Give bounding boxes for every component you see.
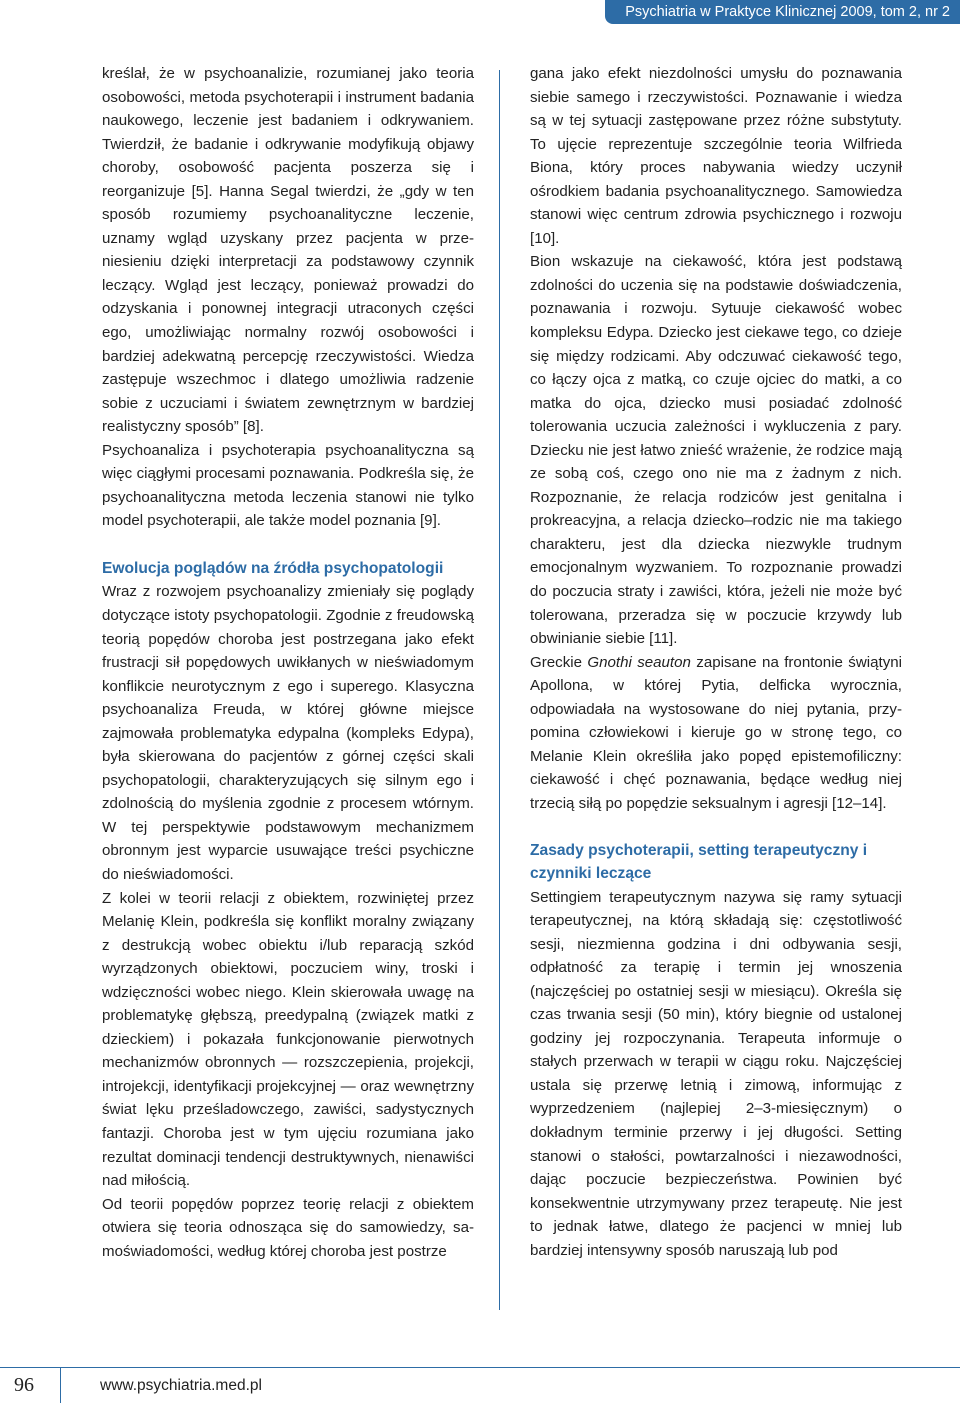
paragraph: Wraz z rozwojem psychoanalizy zmieniały się poglądy dotyczące istoty psychopatologii. Zgodnie z freudowską teorią popędów choroba jest postrzegana jako efekt frustracji sił popędowych uwikłanych w nieświadomym konflikcie neurotycznym z ego i superego. Klasyczna psychoanaliza Freuda, w której główne miejsce zajmowała problematyka edypalna (kompleks Edypa), była skierowana do pacjentów z górnej części skali psychopatologii, charakteryzujących się silnym ego i zdolnością do myślenia zgodnie z procesem wtórnym. W tej perspektywie podstawowym mechanizmem obronnym jest wyparcie usuwające treści psychiczne do nieświadomości.	[102, 583, 474, 883]
column-divider	[499, 70, 500, 1310]
page-number: 96	[14, 1374, 34, 1396]
paragraph: gana jako efekt niezdolności umysłu do poznawania siebie samego i rzeczywistości. Poznawanie i wiedza są w tej sytuacji zastępowane przez różne substytuty. To ujęcie reprezentuje szczególnie teoria Wilfrieda Biona, który proces nabywania wiedzy uczynił ośrodkiem badania psychoanalitycznego. Samowiedza stanowi więc centrum zdrowia psychicznego i rozwoju [10].	[530, 65, 902, 247]
paragraph: Z kolei w teorii relacji z obiektem, rozwiniętej przez Melanię Klein, podkreśla się konflikt moralny związany z destrukcją wobec obiektu i/lub reparacją szkód wyrządzonych obiektowi, poczuciem winy, troski i wdzięczności wobec niego. Klein skierowała uwagę na problematykę głębszą, preedypalną (związek matki z dzieckiem) i pokazała funkcjonowanie pierwotnych mechanizmów obronnych — rozszczepienia, projekcji, introjekcji, identyfikacji projekcyjnej — oraz wewnętrzny świat lęku prześladowczego, zawiści, sadystycznych fantazji. Choroba jest w tym ujęciu rozumiana jako rezultat dominacji tendencji destruktywnych, nienawiści nad miłością.	[102, 889, 474, 1190]
section-heading: Zasady psychoterapii, setting terapeutyczny i czynniki leczące	[530, 841, 868, 882]
footer-separator	[60, 1367, 61, 1403]
paragraph: Od teorii popędów poprzez teorię relacji z obiektem otwiera się teoria odnosząca się do samowiedzy, samoświadomości, według której choroba jest postrze	[102, 1195, 474, 1260]
footer-rule	[0, 1367, 960, 1368]
paragraph: Psychoanaliza i psychoterapia psychoanalityczna są więc ciągłymi procesami poznawania. Podkreśla się, że psychoanalityczna metoda leczenia stanowi nie tylko model psychoterapii, ale także model poznania [9].	[102, 441, 474, 530]
paragraph-text: Greckie	[530, 653, 588, 671]
left-column	[102, 62, 474, 1263]
site-url[interactable]: www.psychiatria.med.pl	[100, 1377, 262, 1394]
section-heading: Ewolucja poglądów na źródła psychopatologii	[102, 559, 444, 577]
paragraph: Bion wskazuje na ciekawość, która jest podstawą zdolności do uczenia się na podstawie doświadczenia, poznawania i rozwoju. Sytuuje ciekawość wobec kompleksu Edypa. Dziecko jest ciekawe tego, co dzieje się między rodzicami. Aby odczuwać ciekawość tego, co łączy ojca z matką, co czuje ojciec do matki, a co matka do ojca, dziecko musi posiadać zdolność tolerowania uczucia zależności i wykluczenia z pary. Dziecku nie jest łatwo znieść wrażenie, że rodzice mają ze sobą coś, czego ono nie ma z żadnym z nich. Rozpoznanie, że relacja rodziców jest genitalna i prokreacyjna, a relacja dziecko–rodzic nie ma takiego charakteru, jest dla dziecka niezwykle trudnym emocjonalnym wyzwaniem. To rozpoznanie prowadzi do poczucia straty i zawiści, która, jeżeli nie może być tolerowana, przeradza się w poczucie krzywdy lub obwinianie siebie [11].	[530, 253, 902, 648]
paragraph	[530, 651, 902, 816]
right-column	[530, 62, 902, 1262]
italic-phrase: Gnothi seauton	[587, 653, 691, 671]
paragraph-text: zapisane na frontonie świątyni Apollona, w której Pytia, delficka wyrocznia, odpowiadała na wystosowane do niej pytania, przypomina człowiekowi i kieruje go w stronę tego, co Melanie Klein określiła jako popęd epistemofiliczny: ciekawość i chęć poznawania, będące według niej trzecią siłą po popędzie seksualnym i agresji [12–14].	[530, 653, 902, 812]
journal-header: Psychiatria w Praktyce Klinicznej 2009, tom 2, nr 2	[605, 0, 960, 24]
paragraph: kreślał, że w psychoanalizie, rozumianej jako teoria osobowości, metoda psychoterapii i instrument badania naukowego, leczenie jest badaniem i odkrywaniem. Twierdził, że badanie i odkrywanie modyfikują objawy choroby, osobowość pacjenta poszerza się i reorganizuje [5]. Hanna Segal twierdzi, że „gdy w ten sposób rozumiemy psychoanalityczne leczenie, uznamy wgląd uzyskany przez pacjenta w przeniesieniu dzięki interpretacji za podstawowy czynnik leczący. Wgląd jest leczący, ponieważ prowadzi do odzyskania i ponownej integracji utraconych części ego, umożliwiając normalny rozwój osobowości i bardziej adekwatną percepcję rzeczywistości. Wiedza zastępuje wszechmoc i dlatego umożliwia radzenie sobie z uczuciami i światem zewnętrznym w bardziej realistyczny sposób” [8].	[102, 65, 474, 436]
paragraph: Settingiem terapeutycznym nazywa się ramy sytuacji terapeutycznej, na którą składają się: częstotliwość sesji, niezmienna godzina i dni odbywania sesji, odpłatność za terapię i termin jej wnoszenia (najczęściej po ostatniej sesji w miesiącu). Określa się czas trwania sesji (50 min), który biegnie od ustalonej godziny jej rozpoczynania. Terapeuta informuje o stałych przerwach w terapii w ciągu roku. Najczęściej ustala się przerwę letnią i zimową, informując z wyprzedzeniem (najlepiej 2–3-miesięcznym) o dokładnym terminie przerwy i jej długości. Setting stanowi o stałości, powtarzalności i niezawodności, dając poczucie bezpieczeństwa. Powinien być konsekwentnie utrzymywany przez terapeutę. Nie jest to jednak łatwe, dlatego że pacjenci w mniej lub bardziej intensywny sposób naruszają lub pod	[530, 888, 902, 1259]
